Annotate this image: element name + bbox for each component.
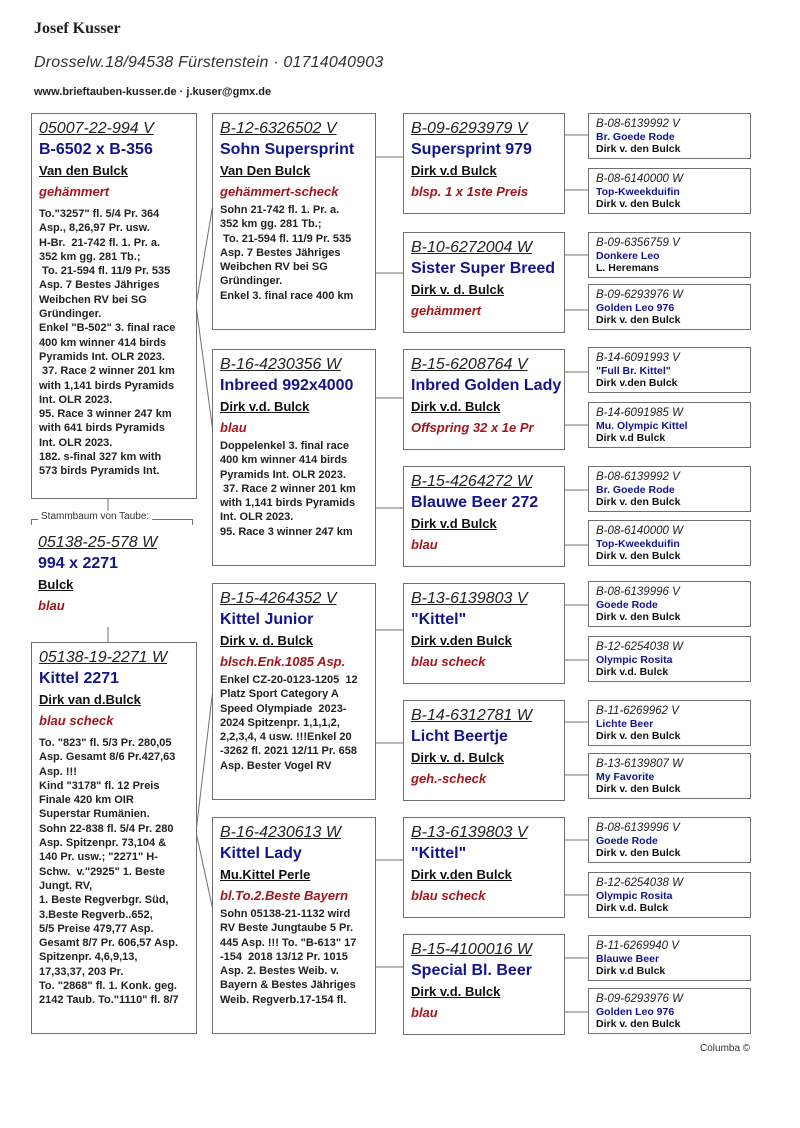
gen3-card[interactable] xyxy=(403,934,565,1035)
ring-number: B-08-6139992 V xyxy=(596,118,680,130)
ring-number: B-09-6356759 V xyxy=(596,237,680,249)
breeder: Dirk v.d. Bulck xyxy=(596,902,669,914)
gen4-card[interactable] xyxy=(588,935,751,981)
pigeon-name: B-6502 x B-356 xyxy=(39,141,153,158)
gen4-card[interactable] xyxy=(588,232,751,278)
breeder: Dirk v. den Bulck xyxy=(596,143,681,155)
pigeon-name: Mu. Olympic Kittel xyxy=(596,420,688,432)
performance-notes: Sohn 21-742 fl. 1. Pr. a. 352 km gg. 281 Tb.; To. 21-594 fl. 11/9 Pr. 535 Asp. 7 Bestes Jähriges Weibchen RV bei SG Gründinger. Enkel 3. final race 400 km xyxy=(220,204,354,302)
pigeon-color: blsp. 1 x 1ste Preis xyxy=(411,184,529,199)
ring-number: B-11-6269940 V xyxy=(596,940,679,952)
pigeon-name: Kittel Junior xyxy=(220,611,314,628)
breeder: Dirk v. den Bulck xyxy=(596,783,681,795)
pigeon-name: "Full Br. Kittel" xyxy=(596,365,671,377)
pigeon-color: gehämmert xyxy=(411,303,482,318)
performance-notes: Enkel CZ-20-0123-1205 12 Platz Sport Category A Speed Olympiade 2023- 2024 Spitzenpr. 1,1,1,2, 2,2,3,4, 4 usw. !!!Enkel 20 -3262 fl. 2021 12/11 Pr. 658 Asp. Bester Vogel RV xyxy=(220,674,358,772)
ring-number: B-14-6091993 V xyxy=(596,352,680,364)
pigeon-color: blau xyxy=(38,598,65,613)
ring-number: B-09-6293976 W xyxy=(596,993,683,1005)
ring-number: B-08-6140000 W xyxy=(596,525,683,537)
pigeon-name: Lichte Beer xyxy=(596,718,654,730)
ring-number: B-14-6312781 W xyxy=(411,707,532,724)
breeder: Dirk v.d Bulck xyxy=(596,965,666,977)
subject-card[interactable] xyxy=(31,525,193,627)
performance-notes: To."3257" fl. 5/4 Pr. 364 Asp., 8,26,97 Pr. usw. H-Br. 21-742 fl. 1. Pr. a. 352 km gg. 281 Tb.; To. 21-594 fl. 11/9 Pr. 535 Asp. 7 Bestes Jähriges Weibchen RV bei SG Gründinger. Enkel "B-502" 3. final race 400 km winner 414 birds Pyramids Int. OLR 2023. 37. Race 2 winner 201 km with 1,141 birds Pyramids Int. OLR 2023. 95. Race 3 winner 247 km with 641 birds Pyramids Int. OLR 2023. 182. s-final 327 km with 573 birds Pyramids Int. xyxy=(39,208,176,478)
ring-number: B-14-6091985 W xyxy=(596,407,683,419)
dam-card[interactable] xyxy=(31,642,197,1034)
ring-number: B-15-4264272 W xyxy=(411,473,532,490)
gen4-card[interactable] xyxy=(588,113,751,159)
pigeon-color: geh.-scheck xyxy=(411,771,487,786)
ring-number: B-12-6326502 V xyxy=(220,120,337,137)
gen3-card[interactable] xyxy=(403,113,565,214)
pigeon-name: Br. Goede Rode xyxy=(596,131,675,143)
pigeon-name: "Kittel" xyxy=(411,611,467,628)
gen4-card[interactable] xyxy=(588,753,751,799)
pigeon-name: Sister Super Breed xyxy=(411,260,556,277)
pigeon-name: Kittel 2271 xyxy=(39,670,120,687)
ring-number: B-09-6293976 W xyxy=(596,289,683,301)
breeder: Dirk v. d. Bulck xyxy=(220,633,313,648)
pigeon-name: Top-Kweekduifin xyxy=(596,538,680,550)
pigeon-name: "Kittel" xyxy=(411,845,467,862)
breeder: Dirk v.d. Bulck xyxy=(596,666,669,678)
breeder: Dirk v.den Bulck xyxy=(411,633,512,648)
gen4-card[interactable] xyxy=(588,636,751,682)
ring-number: B-08-6140000 W xyxy=(596,173,683,185)
owner-address: Drosselw.18/94538 Fürstenstein · 01714040903 xyxy=(34,54,384,71)
pigeon-name: Inbred Golden Lady xyxy=(411,377,562,394)
breeder: Dirk v. den Bulck xyxy=(596,314,681,326)
ring-number: B-15-6208764 V xyxy=(411,356,528,373)
pigeon-name: My Favorite xyxy=(596,771,655,783)
pigeon-name: Br. Goede Rode xyxy=(596,484,675,496)
ring-number: 05138-19-2271 W xyxy=(39,649,168,666)
pigeon-color: blau xyxy=(411,1005,438,1020)
pigeon-color: gehämmert xyxy=(39,184,110,199)
ring-number: 05138-25-578 W xyxy=(38,534,158,551)
pedigree-legend: Stammbaum von Taube: xyxy=(38,511,152,522)
breeder: Dirk v. den Bulck xyxy=(596,730,681,742)
gen4-card[interactable] xyxy=(588,402,751,448)
ring-number: B-09-6293979 V xyxy=(411,120,528,137)
gen3-card[interactable] xyxy=(403,466,565,567)
gen4-card[interactable] xyxy=(588,284,751,330)
breeder: Dirk v. den Bulck xyxy=(596,1018,681,1030)
pigeon-color: blsch.Enk.1085 Asp. xyxy=(220,654,346,669)
owner-contact: www.brieftauben-kusser.de · j.kuser@gmx.de xyxy=(34,86,272,98)
owner-name: Josef Kusser xyxy=(34,20,121,37)
pigeon-color: blau scheck xyxy=(411,888,486,903)
gen4-card[interactable] xyxy=(588,872,751,918)
pigeon-name: Golden Leo 976 xyxy=(596,1006,675,1018)
pigeon-color: bl.To.2.Beste Bayern xyxy=(220,888,349,903)
gen3-card[interactable] xyxy=(403,583,565,684)
performance-notes: Doppelenkel 3. final race 400 km winner 414 birds Pyramids Int. OLR 2023. 37. Race 2 winner 201 km with 1,141 birds Pyramids Int. OLR 2023. 95. Race 3 winner 247 km xyxy=(220,440,356,538)
ring-number: B-13-6139807 W xyxy=(596,758,683,770)
pigeon-name: Blauwe Beer 272 xyxy=(411,494,539,511)
breeder: Van Den Bulck xyxy=(220,163,311,178)
ring-number: B-16-4230613 W xyxy=(220,824,341,841)
gen3-card[interactable] xyxy=(403,232,565,333)
gen4-card[interactable] xyxy=(588,466,751,512)
pigeon-name: Olympic Rosita xyxy=(596,890,673,902)
pigeon-color: blau xyxy=(220,420,247,435)
pigeon-name: Licht Beertje xyxy=(411,728,508,745)
ring-number: B-13-6139803 V xyxy=(411,824,528,841)
gen2-card[interactable] xyxy=(212,583,376,800)
breeder: Dirk v.d Bulck xyxy=(411,163,497,178)
performance-notes: To. "823" fl. 5/3 Pr. 280,05 Asp. Gesamt 8/6 Pr.427,63 Asp. !!! Kind "3178" fl. 12 Preis Finale 420 km OIR Superstar Rumänien. Sohn 22-838 fl. 5/4 Pr. 280 Asp. Spitzenpr. 73,104 & 140 Pr. usw.; "2271" H- Schw. v."2925" 1. Beste Jungt. RV, 1. Beste Regverbgr. Süd, 3.Beste Regverb..652, 5/5 Preise 479,77 Asp. Gesamt 8/7 Pr. 606,57 Asp. Spitzenpr. 4,6,9,13, 17,33,37, 203 Pr. To. "2868" fl. 1. Konk. geg. 2142 Taub. To."1110" fl. 8/7 xyxy=(39,737,179,1007)
breeder: L. Heremans xyxy=(596,262,660,274)
software-credit: Columba © xyxy=(700,1043,751,1054)
pigeon-name: Goede Rode xyxy=(596,835,658,847)
breeder: Dirk v.d. Bulck xyxy=(411,984,501,999)
ring-number: B-12-6254038 W xyxy=(596,641,683,653)
pigeon-name: Golden Leo 976 xyxy=(596,302,675,314)
breeder: Dirk v.den Bulck xyxy=(596,377,678,389)
gen3-card[interactable] xyxy=(403,817,565,918)
pigeon-name: Donkere Leo xyxy=(596,250,660,262)
pigeon-name: Kittel Lady xyxy=(220,845,302,862)
breeder: Dirk v. den Bulck xyxy=(596,611,681,623)
ring-number: B-08-6139992 V xyxy=(596,471,680,483)
gen3-card[interactable] xyxy=(403,349,565,450)
gen4-card[interactable] xyxy=(588,817,751,863)
breeder: Dirk v. den Bulck xyxy=(596,496,681,508)
ring-number: B-13-6139803 V xyxy=(411,590,528,607)
ring-number: B-15-4100016 W xyxy=(411,941,532,958)
gen4-card[interactable] xyxy=(588,520,751,566)
gen4-card[interactable] xyxy=(588,581,751,627)
pigeon-color: Offspring 32 x 1e Pr xyxy=(411,420,534,435)
breeder: Dirk v. den Bulck xyxy=(596,198,681,210)
breeder: Bulck xyxy=(38,577,74,592)
pigeon-name: Inbreed 992x4000 xyxy=(220,377,354,394)
breeder: Dirk v. d. Bulck xyxy=(411,282,504,297)
pigeon-name: Blauwe Beer xyxy=(596,953,660,965)
breeder: Dirk v.d. Bulck xyxy=(220,399,310,414)
pigeon-name: Goede Rode xyxy=(596,599,658,611)
gen2-card[interactable] xyxy=(212,113,376,330)
ring-number: 05007-22-994 V xyxy=(39,120,154,137)
ring-number: B-11-6269962 V xyxy=(596,705,679,717)
ring-number: B-08-6139996 V xyxy=(596,822,680,834)
breeder: Dirk van d.Bulck xyxy=(39,692,141,707)
pigeon-color: blau scheck xyxy=(39,713,114,728)
gen2-card[interactable] xyxy=(212,349,376,566)
gen2-card[interactable] xyxy=(212,817,376,1034)
breeder: Mu.Kittel Perle xyxy=(220,867,311,882)
breeder: Dirk v.d. Bulck xyxy=(411,399,501,414)
pigeon-name: Supersprint 979 xyxy=(411,141,532,158)
ring-number: B-12-6254038 W xyxy=(596,877,683,889)
gen4-card[interactable] xyxy=(588,347,751,393)
pigeon-name: Special Bl. Beer xyxy=(411,962,532,979)
breeder: Dirk v.d Bulck xyxy=(596,432,666,444)
pigeon-color: blau scheck xyxy=(411,654,486,669)
pigeon-name: Sohn Supersprint xyxy=(220,141,355,158)
pigeon-name: Top-Kweekduifin xyxy=(596,186,680,198)
ring-number: B-08-6139996 V xyxy=(596,586,680,598)
gen3-card[interactable] xyxy=(403,700,565,801)
breeder: Dirk v. den Bulck xyxy=(596,550,681,562)
pigeon-color: gehämmert-scheck xyxy=(220,184,339,199)
pigeon-name: Olympic Rosita xyxy=(596,654,673,666)
breeder: Dirk v. den Bulck xyxy=(596,847,681,859)
pigeon-name: 994 x 2271 xyxy=(38,555,119,572)
ring-number: B-10-6272004 W xyxy=(411,239,532,256)
gen4-card[interactable] xyxy=(588,168,751,214)
performance-notes: Sohn 05138-21-1132 wird RV Beste Jungtaube 5 Pr. 445 Asp. !!! To. "B-613" 17 -154 2018 13/12 Pr. 1015 Asp. 2. Bestes Weib. v. Bayern & Bestes Jähriges Weib. Regverb.17-154 fl. xyxy=(220,908,357,1006)
pigeon-color: blau xyxy=(411,537,438,552)
breeder: Dirk v. d. Bulck xyxy=(411,750,504,765)
ring-number: B-16-4230356 W xyxy=(220,356,341,373)
gen4-card[interactable] xyxy=(588,700,751,746)
gen4-card[interactable] xyxy=(588,988,751,1034)
breeder: Dirk v.d Bulck xyxy=(411,516,497,531)
breeder: Van den Bulck xyxy=(39,163,128,178)
ring-number: B-15-4264352 V xyxy=(220,590,337,607)
sibling-card[interactable] xyxy=(31,113,197,499)
breeder: Dirk v.den Bulck xyxy=(411,867,512,882)
